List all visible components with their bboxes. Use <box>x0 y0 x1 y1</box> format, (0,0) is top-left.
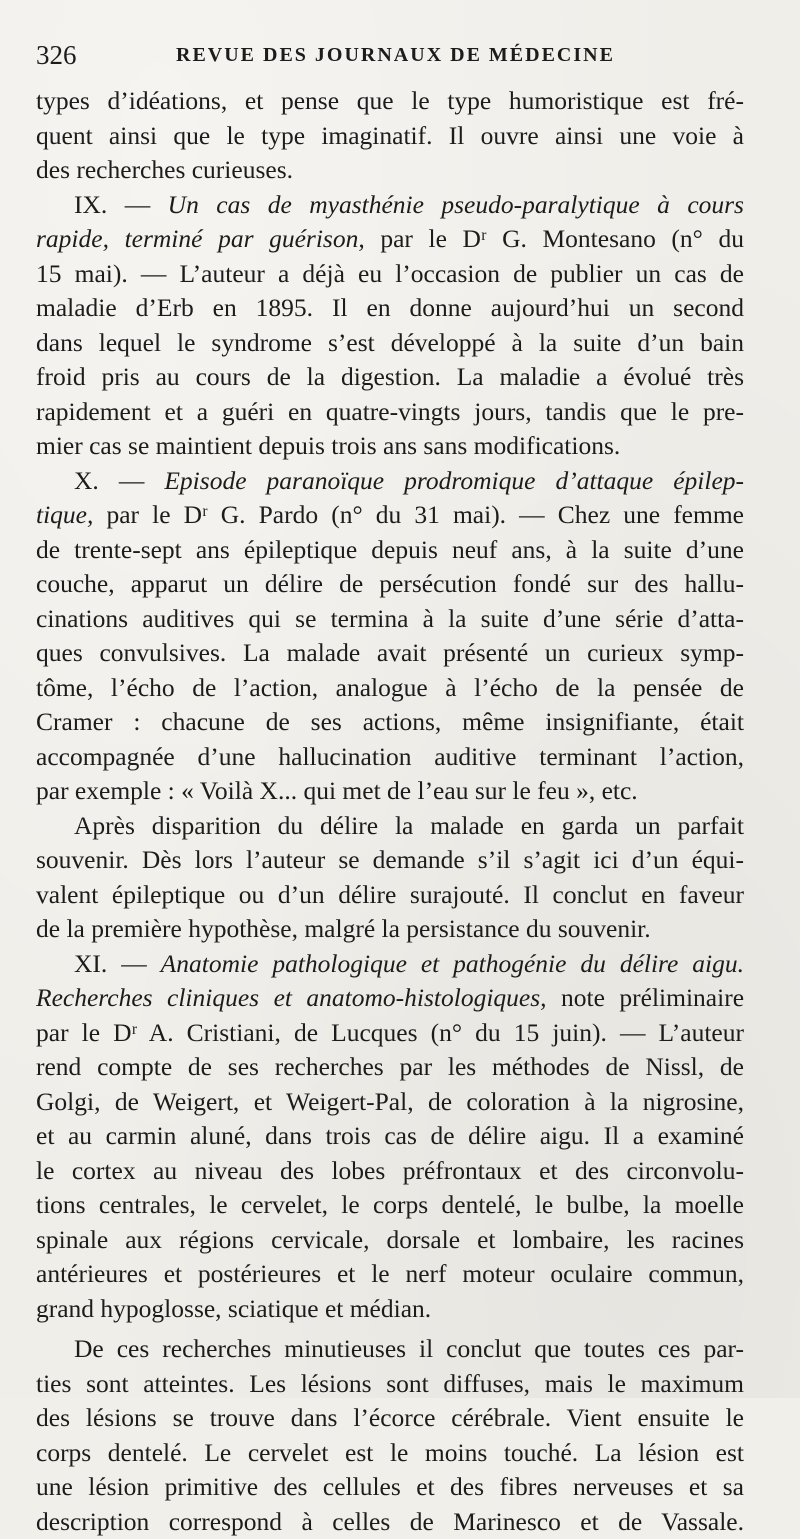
text-line: 15 mai). — L’auteur a déjà eu l’occasion de publier un cas de <box>36 257 744 292</box>
text-line: accompagnée d’une hallucination auditive terminant l’action, <box>36 740 744 775</box>
text-line: de la première hypothèse, malgré la persistance du souvenir. <box>36 912 744 947</box>
article-title: Un cas de myasthénie pseudo-paralytique à cours <box>168 190 744 219</box>
text-line: rapidement et a guéri en quatre-vingts jours, tandis que le pre- <box>36 395 744 430</box>
text-line: description correspond à celles de Marinesco et de Vassale. <box>36 1505 744 1539</box>
text-line: des lésions se trouve dans l’écorce cérébrale. Vient ensuite le <box>36 1401 744 1436</box>
text-line: dans lequel le syndrome s’est développé à la suite d’un bain <box>36 326 744 361</box>
text-line: ties sont atteintes. Les lésions sont diffuses, mais le maximum <box>36 1367 744 1402</box>
journal-title: REVUE DES JOURNAUX DE MÉDECINE <box>176 43 615 67</box>
section-number: XI. — <box>74 949 161 978</box>
text-line: couche, apparut un délire de persécution fondé sur des hallu- <box>36 567 744 602</box>
text-line: des recherches curieuses. <box>36 153 744 188</box>
text-line: rend compte de ses recherches par les méthodes de Nissl, de <box>36 1050 744 1085</box>
section-number: X. — <box>74 466 164 495</box>
text-line: grand hypoglosse, sciatique et médian. <box>36 1292 744 1327</box>
text-line: De ces recherches minutieuses il conclut que toutes ces par- <box>36 1332 744 1367</box>
byline: par le Dʳ G. Montesano (n° du <box>365 224 744 253</box>
byline: note préliminaire <box>547 983 744 1012</box>
text-line: par le Dʳ A. Cristiani, de Lucques (n° du 15 juin). — L’auteur <box>36 1016 744 1051</box>
article-title: Recherches cliniques et anatomo-histologiques, <box>36 983 547 1012</box>
section-number: IX. — <box>74 190 168 219</box>
text-line <box>36 498 744 533</box>
text-line: Cramer : chacune de ses actions, même insignifiante, était <box>36 705 744 740</box>
article-title: tique, <box>36 500 93 529</box>
text-line: et au carmin aluné, dans trois cas de délire aigu. Il a examiné <box>36 1119 744 1154</box>
text-line: maladie d’Erb en 1895. Il en donne aujourd’hui un second <box>36 291 744 326</box>
text-line: le cortex au niveau des lobes préfrontaux et des circonvolu- <box>36 1154 744 1189</box>
text-line: de trente-sept ans épileptique depuis neuf ans, à la suite d’une <box>36 533 744 568</box>
text-line: mier cas se maintient depuis trois ans sans modifications. <box>36 429 744 464</box>
article-title: Anatomie pathologique et pathogénie du délire aigu. <box>161 949 744 978</box>
text-line: froid pris au cours de la digestion. La maladie a évolué très <box>36 360 744 395</box>
article-title: rapide, terminé par guérison, <box>36 224 365 253</box>
text-line: Après disparition du délire la malade en garda un parfait <box>36 809 744 844</box>
text-line <box>36 981 744 1016</box>
body-text <box>36 84 744 1539</box>
text-line: corps dentelé. Le cervelet est le moins touché. La lésion est <box>36 1436 744 1471</box>
text-line: tions centrales, le cervelet, le corps dentelé, le bulbe, la moelle <box>36 1188 744 1223</box>
text-line <box>36 188 744 223</box>
text-line: souvenir. Dès lors l’auteur se demande s’il s’agit ici d’un équi- <box>36 843 744 878</box>
text-line: antérieures et postérieures et le nerf moteur oculaire commun, <box>36 1257 744 1292</box>
text-line: quent ainsi que le type imaginatif. Il ouvre ainsi une voie à <box>36 119 744 154</box>
text-line: valent épileptique ou d’un délire surajouté. Il conclut en faveur <box>36 878 744 913</box>
page-number: 326 <box>36 40 77 70</box>
text-line: Golgi, de Weigert, et Weigert-Pal, de coloration à la nigrosine, <box>36 1085 744 1120</box>
text-line <box>36 464 744 499</box>
text-line: types d’idéations, et pense que le type humoristique est fré- <box>36 84 744 119</box>
text-line: ques convulsives. La malade avait présenté un curieux symp- <box>36 636 744 671</box>
running-head <box>36 40 736 70</box>
text-line: spinale aux régions cervicale, dorsale et lombaire, les racines <box>36 1223 744 1258</box>
article-title: Episode paranoïque prodromique d’attaque épilep- <box>164 466 744 495</box>
byline: par le Dʳ G. Pardo (n° du 31 mai). — Chez une femme <box>93 500 744 529</box>
text-line <box>36 222 744 257</box>
text-line <box>36 947 744 982</box>
text-line: cinations auditives qui se termina à la suite d’une série d’atta- <box>36 602 744 637</box>
text-line: tôme, l’écho de l’action, analogue à l’écho de la pensée de <box>36 671 744 706</box>
text-line: une lésion primitive des cellules et des fibres nerveuses et sa <box>36 1470 744 1505</box>
text-line: par exemple : « Voilà X... qui met de l’eau sur le feu », etc. <box>36 774 744 809</box>
